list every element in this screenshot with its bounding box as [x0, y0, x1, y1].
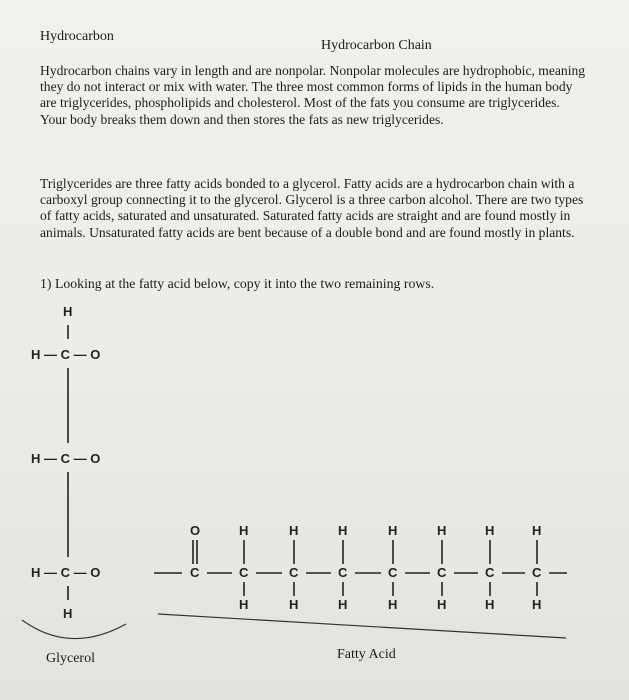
carbonyl-oxygen: O	[190, 523, 201, 538]
fatty-acid-h-bottom-7: H	[485, 597, 495, 612]
fatty-acid-h-bottom-6: H	[437, 597, 447, 612]
glycerol-bottom-hydrogen: H	[63, 606, 73, 621]
fatty-acid-carbon-1: C	[190, 565, 200, 580]
header-right-title: Hydrocarbon Chain	[321, 38, 432, 53]
fatty-acid-h-top-5: H	[388, 523, 398, 538]
glycerol-label: Glycerol	[46, 651, 95, 666]
fatty-acid-carbon-5: C	[388, 565, 398, 580]
fatty-acid-h-top-3: H	[289, 523, 299, 538]
fatty-acid-brace	[158, 614, 566, 638]
glycerol-row-2: H — C — O	[31, 451, 101, 466]
fatty-acid-h-top-4: H	[338, 523, 348, 538]
fatty-acid-h-bottom-4: H	[338, 597, 348, 612]
fatty-acid-h-bottom-3: H	[289, 597, 299, 612]
fatty-acid-h-bottom-8: H	[532, 597, 542, 612]
fatty-acid-carbon-3: C	[289, 565, 299, 580]
fatty-acid-h-bottom-5: H	[388, 597, 398, 612]
fatty-acid-carbon-4: C	[338, 565, 348, 580]
paragraph-triglycerides: Triglycerides are three fatty acids bonded to a glycerol. Fatty acids are a hydrocarbon chain with a carboxyl group connecting it to the glycerol. Glycerol is a three carbon alcohol. There are two types of fatty acids, saturated and unsaturated. Saturated fatty acids are straight and are found mostly in animals. Unsaturated fatty acids are bent because of a double bond and are found mostly in plants.	[40, 176, 584, 240]
paragraph-hydrocarbon-chains: Hydrocarbon chains vary in length and are nonpolar. Nonpolar molecules are hydrophobic, meaning they do not interact or mix with water. The three most common forms of lipids in the human body are triglycerides, phospholipids and cholesterol. Most of the fats you consume are triglycerides. Your body breaks them down and then stores the fats as new triglycerides.	[40, 63, 586, 127]
fatty-acid-h-top-8: H	[532, 523, 542, 538]
fatty-acid-carbon-6: C	[437, 565, 447, 580]
fatty-acid-bonds	[154, 540, 567, 596]
fatty-acid-carbon-2: C	[239, 565, 249, 580]
fatty-acid-carbon-8: C	[532, 565, 542, 580]
fatty-acid-label: Fatty Acid	[337, 647, 396, 662]
question-1: 1) Looking at the fatty acid below, copy it into the two remaining rows.	[40, 276, 435, 291]
fatty-acid-h-top-2: H	[239, 523, 249, 538]
glycerol-top-hydrogen: H	[63, 304, 73, 319]
glycerol-row-1: H — C — O	[31, 347, 101, 362]
header-left-title: Hydrocarbon	[40, 29, 114, 44]
glycerol-row-3: H — C — O	[31, 565, 101, 580]
fatty-acid-carbon-7: C	[485, 565, 495, 580]
fatty-acid-h-bottom-2: H	[239, 597, 249, 612]
glycerol-brace	[22, 620, 126, 639]
fatty-acid-h-top-7: H	[485, 523, 495, 538]
fatty-acid-h-top-6: H	[437, 523, 447, 538]
